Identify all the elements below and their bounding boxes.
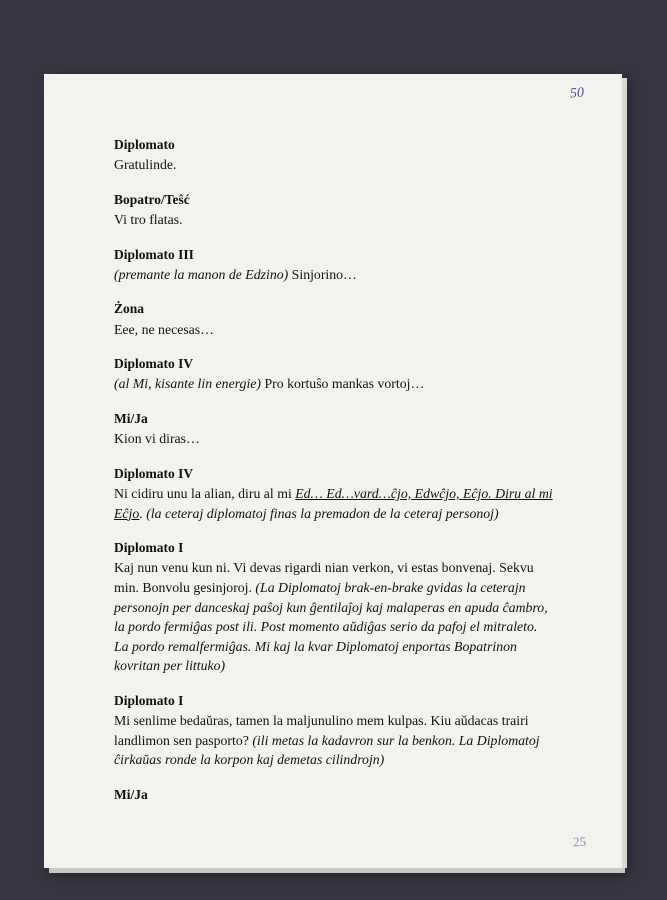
- dialogue-block: [114, 465, 554, 523]
- dialogue-line: [114, 210, 554, 230]
- dialogue-segment: Kaj nun venu kun ni. Vi devas rigardi nian verkon, vi estas bonvenaj. Sekvu min. Bonvolu gesinjoroj.: [114, 560, 534, 595]
- dialogue-segment: (La Diplomatoj brak-en-brake gvidas la ceterajn personojn per danceskaj paŝoj kun ĝentilaĵoj kaj malaperas en apuda ĉambro, la pordo fermiĝas post ili. Post momento aŭdiĝas serio da pafoj el mitraleto. La pordo remalfermiĝas. Mi kaj la kvar Diplomatoj enportas Bopatrinon kovritan per littuko): [114, 579, 548, 674]
- dialogue-block: [114, 246, 554, 285]
- speaker-name: Diplomato IV: [114, 465, 194, 481]
- dialogue-segment: .: [139, 505, 147, 521]
- dialogue-block: [114, 191, 554, 230]
- dialogue-block: [114, 539, 554, 676]
- dialogue-segment: Kion vi diras…: [114, 431, 200, 447]
- dialogue-segment: Mi senlime bedaŭras, tamen la maljunulino mem kulpas. Kiu aŭdacas trairi landlimon sen pasporto?: [114, 713, 529, 748]
- dialogue-segment: Ed… Ed…vard…ĉjo, Edwĉjo, Eĉjo. Diru al mi Eĉjo: [114, 486, 553, 521]
- dialogue-block: [114, 692, 554, 770]
- dialogue-segment: Sinjorino…: [288, 266, 357, 282]
- dialogue-line: [114, 155, 554, 175]
- dialogue-line: [114, 374, 554, 394]
- speaker-name: Mi/Ja: [114, 786, 148, 802]
- dialogue-segment: (premante la manon de Edzino): [114, 266, 289, 282]
- dialogue-segment: (ili metas la kadavron sur la benkon. La Diplomatoj ĉirkaŭas ronde la korpon kaj demetas cilindrojn): [114, 732, 540, 768]
- dialogue-block: [114, 355, 554, 394]
- dialogue-line: [114, 558, 554, 675]
- speaker-name: Diplomato IV: [114, 356, 194, 372]
- page-number-handwritten-top: 50: [569, 85, 585, 102]
- dialogue-block: [114, 136, 554, 175]
- script-text-body: [114, 136, 554, 820]
- dialogue-segment: Ni cidiru unu la alian, diru al mi: [114, 486, 296, 501]
- dialogue-segment: Vi tro flatas.: [114, 212, 183, 228]
- dialogue-block: [114, 410, 554, 449]
- speaker-name: Żona: [114, 301, 145, 317]
- speaker-name: Diplomato III: [114, 246, 194, 262]
- dialogue-block: [114, 300, 554, 339]
- dialogue-segment: (la ceteraj diplomatoj finas la premadon de la ceteraj personoj): [146, 505, 499, 521]
- dialogue-segment: (al Mi, kisante lin energie): [114, 376, 261, 392]
- dialogue-line: [114, 265, 554, 285]
- page-edge-right: [622, 78, 627, 868]
- speaker-name: Diplomato I: [114, 540, 184, 556]
- document-page: [44, 74, 622, 868]
- speaker-name: Mi/Ja: [114, 410, 148, 426]
- page-number-handwritten-bottom: 25: [572, 833, 587, 850]
- speaker-name: Diplomato: [114, 137, 175, 152]
- dialogue-segment: Eee, ne necesas…: [114, 321, 214, 337]
- dialogue-line: [114, 320, 554, 340]
- speaker-name: Bopatro/Teŝć: [114, 191, 190, 207]
- dialogue-block: [114, 786, 554, 804]
- speaker-name: Diplomato I: [114, 692, 184, 708]
- dialogue-segment: Pro kortuŝo mankas vortoj…: [261, 376, 425, 392]
- page-edge-bottom: [49, 868, 625, 873]
- dialogue-line: [114, 429, 554, 449]
- dialogue-line: [114, 484, 554, 523]
- dialogue-line: [114, 711, 554, 770]
- dialogue-segment: Gratulinde.: [114, 157, 177, 173]
